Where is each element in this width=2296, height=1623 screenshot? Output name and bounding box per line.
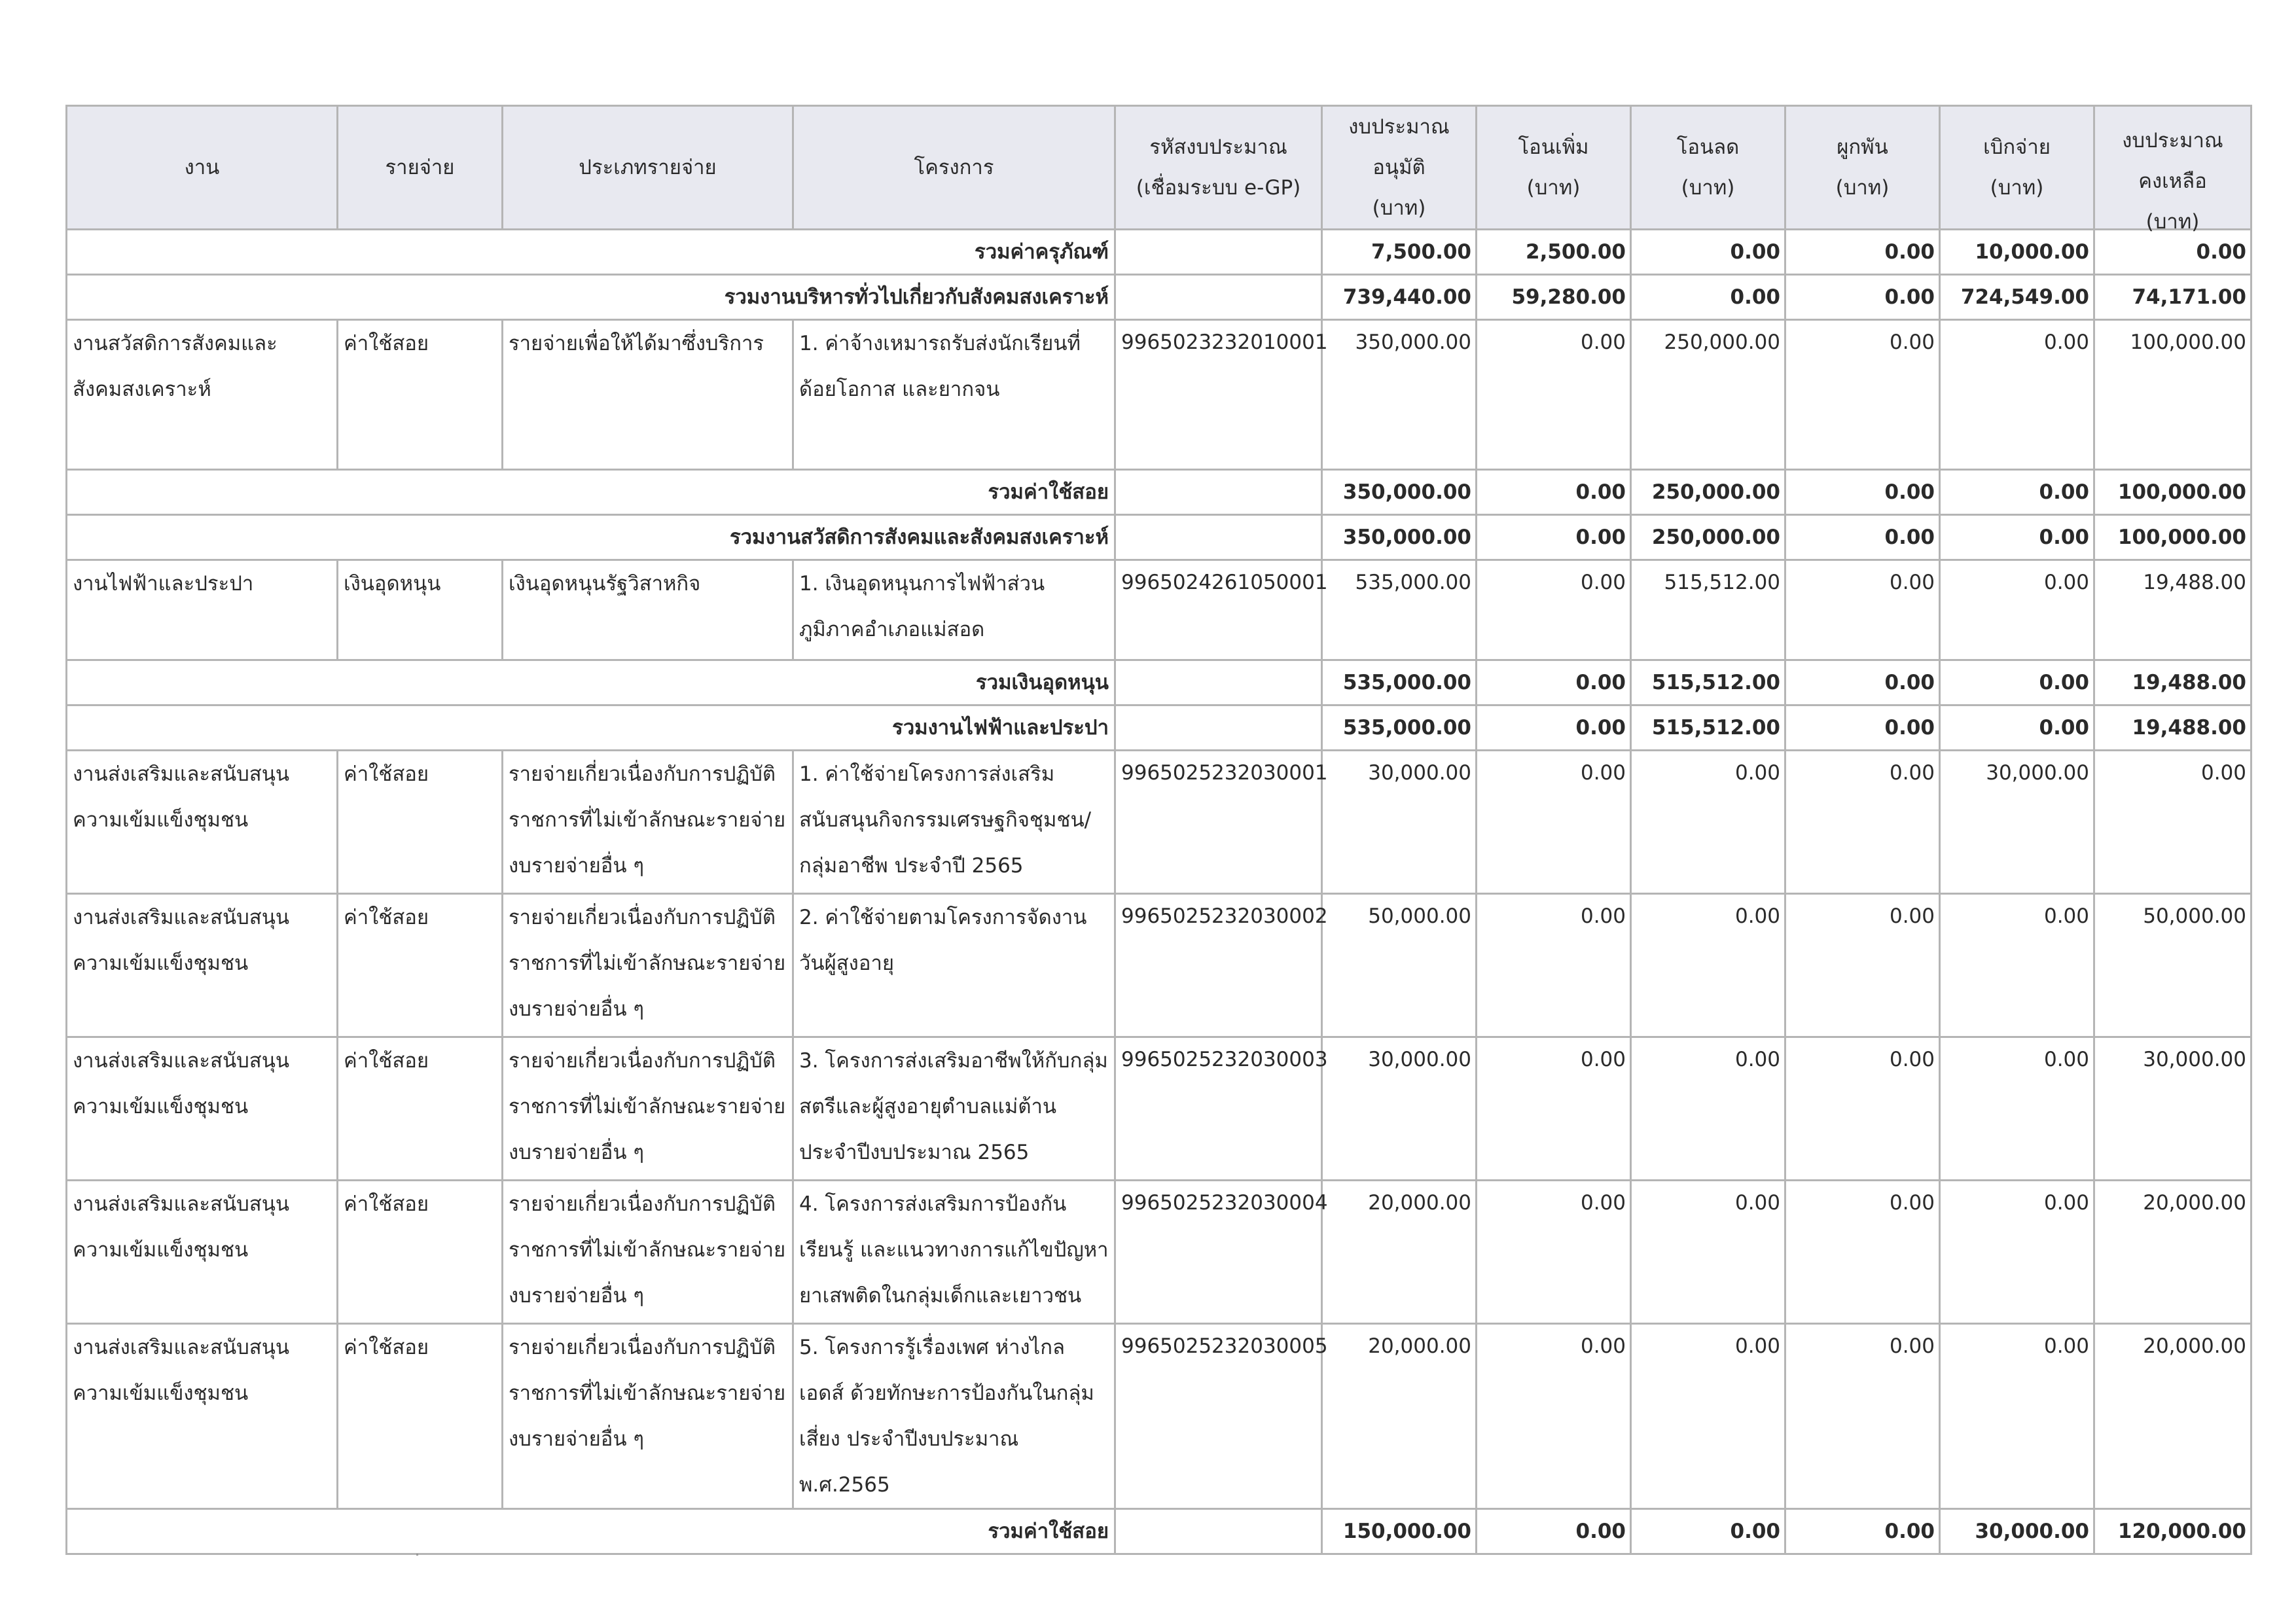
approved-cell: 350,000.00 xyxy=(1322,470,1477,515)
transfer-out-cell: 515,512.00 xyxy=(1631,660,1785,705)
code-cell: 9965025232030002 xyxy=(1115,894,1322,1037)
transfer-in-cell: 0.00 xyxy=(1477,1324,1631,1509)
project-cell: 1. ค่าใช้จ่ายโครงการส่งเสริมสนับสนุนกิจกรรมเศรษฐกิจชุมชน/กลุ่มอาชีพ ประจำปี 2565 xyxy=(793,751,1115,894)
code-cell-empty xyxy=(1115,470,1322,515)
project-cell: 4. โครงการส่งเสริมการป้องกัน เรียนรู้ และแนวทางการแก้ไขปัญหายาเสพติดในกลุ่มเด็กและเยาวชน xyxy=(793,1181,1115,1324)
header-expense-type: ประเภทรายจ่าย xyxy=(503,106,793,230)
transfer-in-cell: 0.00 xyxy=(1477,470,1631,515)
committed-cell: 0.00 xyxy=(1785,1324,1940,1509)
transfer-out-cell: 0.00 xyxy=(1631,230,1785,275)
subtotal-label: รวมค่าใช้สอย xyxy=(67,470,1115,515)
expense-type-cell: เงินอุดหนุนรัฐวิสาหกิจ xyxy=(503,560,793,660)
subtotal-label: รวมเงินอุดหนุน xyxy=(67,660,1115,705)
committed-cell: 0.00 xyxy=(1785,660,1940,705)
table-row xyxy=(67,320,2251,470)
header-transfer-in-line2: (บาท) xyxy=(1526,176,1581,200)
disbursed-cell: 30,000.00 xyxy=(1940,751,2094,894)
approved-cell: 30,000.00 xyxy=(1322,1037,1477,1181)
expense-cell: ค่าใช้สอย xyxy=(338,1181,503,1324)
code-cell: 9965025232030001 xyxy=(1115,751,1322,894)
transfer-out-cell: 0.00 xyxy=(1631,894,1785,1037)
approved-cell: 50,000.00 xyxy=(1322,894,1477,1037)
disbursed-cell: 0.00 xyxy=(1940,470,2094,515)
remaining-cell: 0.00 xyxy=(2094,751,2251,894)
disbursed-cell: 30,000.00 xyxy=(1940,1509,2094,1554)
header-approved-line2: (บาท) xyxy=(1372,196,1426,220)
subtotal-label: รวมค่าใช้สอย xyxy=(67,1509,1115,1554)
subtotal-row xyxy=(67,1509,2251,1554)
expense-cell: ค่าใช้สอย xyxy=(338,894,503,1037)
subtotal-row xyxy=(67,705,2251,751)
code-cell: 9965025232030005 xyxy=(1115,1324,1322,1509)
scan-speck xyxy=(416,1554,418,1556)
committed-cell: 0.00 xyxy=(1785,560,1940,660)
approved-cell: 20,000.00 xyxy=(1322,1324,1477,1509)
code-cell-empty xyxy=(1115,230,1322,275)
approved-cell: 739,440.00 xyxy=(1322,275,1477,320)
approved-cell: 535,000.00 xyxy=(1322,705,1477,751)
disbursed-cell: 0.00 xyxy=(1940,560,2094,660)
subtotal-label: รวมงานสวัสดิการสังคมและสังคมสงเคราะห์ xyxy=(67,515,1115,560)
header-disbursed-line2: (บาท) xyxy=(1990,176,2044,200)
code-cell: 9965023232010001 xyxy=(1115,320,1322,470)
expense-cell: เงินอุดหนุน xyxy=(338,560,503,660)
transfer-out-cell: 515,512.00 xyxy=(1631,560,1785,660)
transfer-out-cell: 0.00 xyxy=(1631,1037,1785,1181)
expense-cell: ค่าใช้สอย xyxy=(338,751,503,894)
transfer-in-cell: 2,500.00 xyxy=(1477,230,1631,275)
remaining-cell: 100,000.00 xyxy=(2094,470,2251,515)
transfer-out-cell: 0.00 xyxy=(1631,1181,1785,1324)
subtotal-row xyxy=(67,515,2251,560)
header-row xyxy=(67,106,2251,230)
subtotal-label: รวมค่าครุภัณฑ์ xyxy=(67,230,1115,275)
subtotal-label: รวมงานไฟฟ้าและประปา xyxy=(67,705,1115,751)
disbursed-cell: 0.00 xyxy=(1940,515,2094,560)
table-row xyxy=(67,1324,2251,1509)
remaining-cell: 0.00 xyxy=(2094,230,2251,275)
expense-type-cell: รายจ่ายเกี่ยวเนื่องกับการปฏิบัติราชการที่ไม่เข้าลักษณะรายจ่ายงบรายจ่ายอื่น ๆ xyxy=(503,1037,793,1181)
transfer-in-cell: 0.00 xyxy=(1477,660,1631,705)
expense-type-cell: รายจ่ายเกี่ยวเนื่องกับการปฏิบัติราชการที่ไม่เข้าลักษณะรายจ่ายงบรายจ่ายอื่น ๆ xyxy=(503,1324,793,1509)
transfer-in-cell: 0.00 xyxy=(1477,1509,1631,1554)
remaining-cell: 120,000.00 xyxy=(2094,1509,2251,1554)
disbursed-cell: 0.00 xyxy=(1940,705,2094,751)
header-disbursed xyxy=(1940,106,2094,230)
committed-cell: 0.00 xyxy=(1785,320,1940,470)
subtotal-row xyxy=(67,470,2251,515)
project-cell: 1. เงินอุดหนุนการไฟฟ้าส่วนภูมิภาคอำเภอแม่สอด xyxy=(793,560,1115,660)
disbursed-cell: 724,549.00 xyxy=(1940,275,2094,320)
expense-cell: ค่าใช้สอย xyxy=(338,1037,503,1181)
header-transfer-out xyxy=(1631,106,1785,230)
approved-cell: 535,000.00 xyxy=(1322,560,1477,660)
subtotal-label: รวมงานบริหารทั่วไปเกี่ยวกับสังคมสงเคราะห์ xyxy=(67,275,1115,320)
work-cell: งานส่งเสริมและสนับสนุนความเข้มแข็งชุมชน xyxy=(67,1324,338,1509)
committed-cell: 0.00 xyxy=(1785,705,1940,751)
disbursed-cell: 0.00 xyxy=(1940,1181,2094,1324)
header-transfer-out-line1: โอนลด xyxy=(1676,135,1740,159)
transfer-out-cell: 0.00 xyxy=(1631,1509,1785,1554)
header-approved xyxy=(1322,106,1477,230)
approved-cell: 30,000.00 xyxy=(1322,751,1477,894)
transfer-in-cell: 0.00 xyxy=(1477,1037,1631,1181)
approved-cell: 20,000.00 xyxy=(1322,1181,1477,1324)
project-cell: 3. โครงการส่งเสริมอาชีพให้กับกลุ่มสตรีและผู้สูงอายุตำบลแม่ต้าน ประจำปีงบประมาณ 2565 xyxy=(793,1037,1115,1181)
work-cell: งานไฟฟ้าและประปา xyxy=(67,560,338,660)
disbursed-cell: 10,000.00 xyxy=(1940,230,2094,275)
committed-cell: 0.00 xyxy=(1785,515,1940,560)
transfer-out-cell: 250,000.00 xyxy=(1631,515,1785,560)
header-transfer-out-line2: (บาท) xyxy=(1681,176,1735,200)
remaining-cell: 50,000.00 xyxy=(2094,894,2251,1037)
code-cell-empty xyxy=(1115,275,1322,320)
committed-cell: 0.00 xyxy=(1785,894,1940,1037)
header-expense: รายจ่าย xyxy=(338,106,503,230)
code-cell: 9965024261050001 xyxy=(1115,560,1322,660)
transfer-in-cell: 0.00 xyxy=(1477,751,1631,894)
budget-table xyxy=(65,105,2252,1555)
transfer-out-cell: 515,512.00 xyxy=(1631,705,1785,751)
transfer-in-cell: 59,280.00 xyxy=(1477,275,1631,320)
subtotal-row xyxy=(67,660,2251,705)
expense-type-cell: รายจ่ายเพื่อให้ได้มาซึ่งบริการ xyxy=(503,320,793,470)
project-cell: 1. ค่าจ้างเหมารถรับส่งนักเรียนที่ด้อยโอกาส และยากจน xyxy=(793,320,1115,470)
remaining-cell: 30,000.00 xyxy=(2094,1037,2251,1181)
expense-cell: ค่าใช้สอย xyxy=(338,1324,503,1509)
header-work: งาน xyxy=(67,106,338,230)
code-cell-empty xyxy=(1115,705,1322,751)
header-remaining xyxy=(2094,106,2251,234)
budget-sheet xyxy=(65,105,2250,1555)
table-row xyxy=(67,560,2251,660)
project-cell: 5. โครงการรู้เรื่องเพศ ห่างไกลเอดส์ ด้วยทักษะการป้องกันในกลุ่มเสี่ยง ประจำปีงบประมาณ พ.ศ.2565 xyxy=(793,1324,1115,1509)
header-committed-line1: ผูกพัน xyxy=(1837,135,1888,159)
expense-type-cell: รายจ่ายเกี่ยวเนื่องกับการปฏิบัติราชการที่ไม่เข้าลักษณะรายจ่ายงบรายจ่ายอื่น ๆ xyxy=(503,1181,793,1324)
subtotal-row xyxy=(67,230,2251,275)
transfer-out-cell: 250,000.00 xyxy=(1631,470,1785,515)
transfer-out-cell: 0.00 xyxy=(1631,275,1785,320)
approved-cell: 350,000.00 xyxy=(1322,320,1477,470)
disbursed-cell: 0.00 xyxy=(1940,1324,2094,1509)
remaining-cell: 20,000.00 xyxy=(2094,1181,2251,1324)
committed-cell: 0.00 xyxy=(1785,470,1940,515)
work-cell: งานส่งเสริมและสนับสนุนความเข้มแข็งชุมชน xyxy=(67,894,338,1037)
header-transfer-in xyxy=(1477,106,1631,230)
remaining-cell: 20,000.00 xyxy=(2094,1324,2251,1509)
committed-cell: 0.00 xyxy=(1785,1181,1940,1324)
transfer-in-cell: 0.00 xyxy=(1477,515,1631,560)
transfer-in-cell: 0.00 xyxy=(1477,1181,1631,1324)
table-row xyxy=(67,894,2251,1037)
table-row xyxy=(67,751,2251,894)
transfer-out-cell: 0.00 xyxy=(1631,1324,1785,1509)
header-code xyxy=(1115,106,1322,230)
remaining-cell: 19,488.00 xyxy=(2094,660,2251,705)
header-code-line1: รหัสงบประมาณ xyxy=(1149,135,1287,159)
remaining-cell: 100,000.00 xyxy=(2094,515,2251,560)
header-approved-line1: งบประมาณอนุมัติ xyxy=(1348,115,1450,179)
header-disbursed-line1: เบิกจ่าย xyxy=(1983,135,2051,159)
transfer-in-cell: 0.00 xyxy=(1477,320,1631,470)
expense-type-cell: รายจ่ายเกี่ยวเนื่องกับการปฏิบัติราชการที่ไม่เข้าลักษณะรายจ่ายงบรายจ่ายอื่น ๆ xyxy=(503,894,793,1037)
remaining-cell: 19,488.00 xyxy=(2094,560,2251,660)
header-remaining-line2: คงเหลือ xyxy=(2138,169,2207,193)
work-cell: งานส่งเสริมและสนับสนุนความเข้มแข็งชุมชน xyxy=(67,1181,338,1324)
remaining-cell: 100,000.00 xyxy=(2094,320,2251,470)
approved-cell: 535,000.00 xyxy=(1322,660,1477,705)
disbursed-cell: 0.00 xyxy=(1940,1037,2094,1181)
subtotal-row xyxy=(67,275,2251,320)
approved-cell: 150,000.00 xyxy=(1322,1509,1477,1554)
table-row xyxy=(67,1037,2251,1181)
committed-cell: 0.00 xyxy=(1785,751,1940,894)
expense-type-cell: รายจ่ายเกี่ยวเนื่องกับการปฏิบัติราชการที่ไม่เข้าลักษณะรายจ่ายงบรายจ่ายอื่น ๆ xyxy=(503,751,793,894)
disbursed-cell: 0.00 xyxy=(1940,660,2094,705)
header-transfer-in-line1: โอนเพิ่ม xyxy=(1518,135,1589,159)
header-committed-line2: (บาท) xyxy=(1835,176,1890,200)
approved-cell: 7,500.00 xyxy=(1322,230,1477,275)
work-cell: งานสวัสดิการสังคมและสังคมสงเคราะห์ xyxy=(67,320,338,470)
work-cell: งานส่งเสริมและสนับสนุนความเข้มแข็งชุมชน xyxy=(67,1037,338,1181)
committed-cell: 0.00 xyxy=(1785,1037,1940,1181)
remaining-cell: 74,171.00 xyxy=(2094,275,2251,320)
code-cell: 9965025232030003 xyxy=(1115,1037,1322,1181)
header-remaining-line1: งบประมาณ xyxy=(2122,129,2223,152)
committed-cell: 0.00 xyxy=(1785,1509,1940,1554)
table-row xyxy=(67,1181,2251,1324)
header-committed xyxy=(1785,106,1940,230)
code-cell-empty xyxy=(1115,515,1322,560)
disbursed-cell: 0.00 xyxy=(1940,320,2094,470)
code-cell-empty xyxy=(1115,1509,1322,1554)
code-cell: 9965025232030004 xyxy=(1115,1181,1322,1324)
disbursed-cell: 0.00 xyxy=(1940,894,2094,1037)
transfer-out-cell: 0.00 xyxy=(1631,751,1785,894)
transfer-out-cell: 250,000.00 xyxy=(1631,320,1785,470)
transfer-in-cell: 0.00 xyxy=(1477,894,1631,1037)
header-code-line2: (เชื่อมระบบ e-GP) xyxy=(1136,176,1301,200)
work-cell: งานส่งเสริมและสนับสนุนความเข้มแข็งชุมชน xyxy=(67,751,338,894)
transfer-in-cell: 0.00 xyxy=(1477,560,1631,660)
transfer-in-cell: 0.00 xyxy=(1477,705,1631,751)
expense-cell: ค่าใช้สอย xyxy=(338,320,503,470)
approved-cell: 350,000.00 xyxy=(1322,515,1477,560)
committed-cell: 0.00 xyxy=(1785,230,1940,275)
remaining-cell: 19,488.00 xyxy=(2094,705,2251,751)
header-remaining-line3: (บาท) xyxy=(2145,210,2200,234)
code-cell-empty xyxy=(1115,660,1322,705)
header-project: โครงการ xyxy=(793,106,1115,230)
committed-cell: 0.00 xyxy=(1785,275,1940,320)
project-cell: 2. ค่าใช้จ่ายตามโครงการจัดงานวันผู้สูงอายุ xyxy=(793,894,1115,1037)
